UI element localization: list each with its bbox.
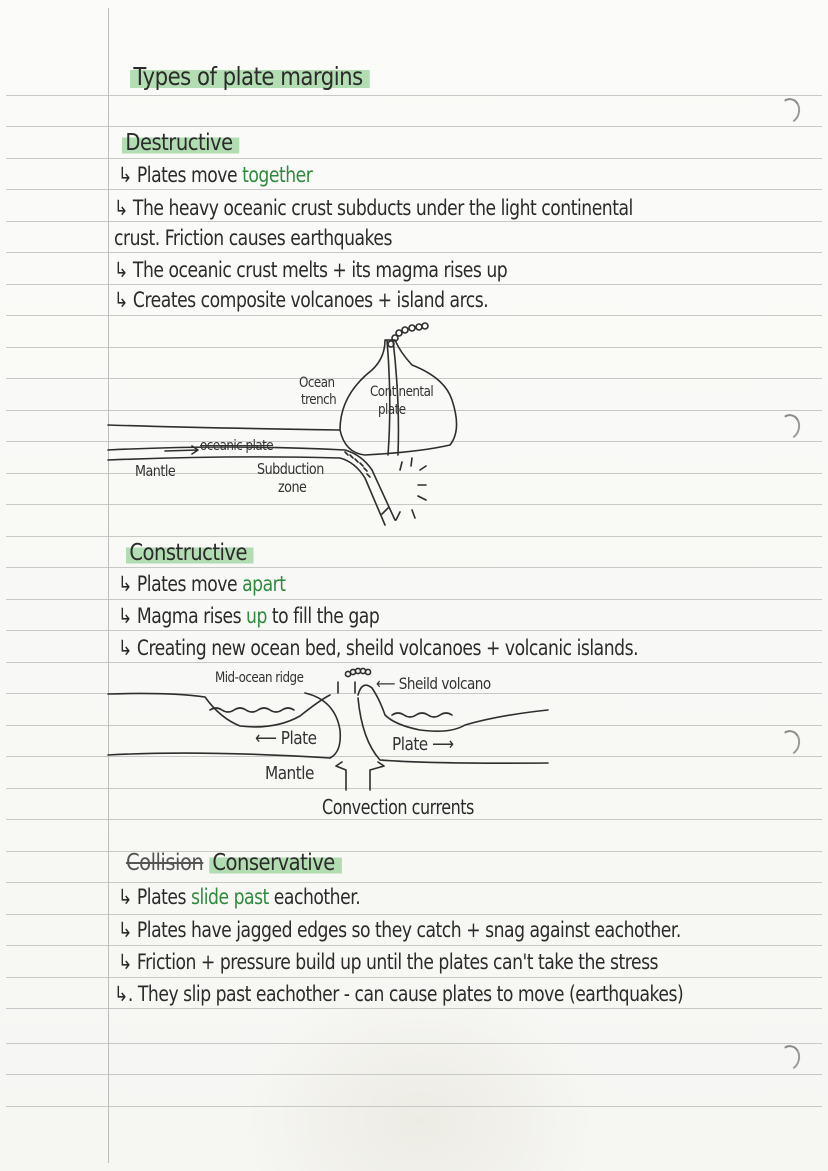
destructive-bullet-2: ↳ The heavy oceanic crust subducts under the light continental: [114, 196, 633, 220]
bullet-text: eachother.: [268, 885, 361, 909]
constructive-heading-text: Constructive: [126, 540, 254, 566]
label-trench: trench: [301, 392, 337, 408]
destructive-heading-text: Destructive: [122, 130, 239, 156]
bullet-text: ↳ Magma rises: [118, 604, 247, 628]
green-emphasis: apart: [242, 572, 286, 596]
green-emphasis: slide past: [190, 885, 269, 909]
crossed-out-word: Collision: [126, 850, 204, 876]
label-subduction: Subduction: [257, 460, 324, 478]
label-plate-left: ⟵ Plate: [255, 728, 317, 749]
label-mid-ocean-ridge: Mid-ocean ridge: [215, 670, 304, 686]
label-convection-currents: Convection currents: [322, 795, 474, 819]
bullet-text: ↳ Plates: [118, 885, 191, 909]
label-plate-right: Plate ⟶: [392, 734, 454, 755]
label-shield-volcano: ⟵ Sheild volcano: [376, 674, 491, 693]
label-mantle-2: Mantle: [265, 763, 314, 784]
constructive-bullet-3: ↳ Creating new ocean bed, sheild volcanoes + volcanic islands.: [118, 636, 639, 660]
destructive-bullet-3: ↳ The oceanic crust melts + its magma rises up: [114, 258, 508, 282]
bullet-text: ↳ Plates move: [118, 572, 243, 596]
conservative-bullet-1: [118, 885, 360, 909]
green-emphasis: together: [242, 163, 313, 187]
bullet-text: ↳ Plates move: [118, 163, 243, 187]
label-plate: plate: [378, 402, 406, 418]
conservative-bullet-3: ↳ Friction + pressure build up until the plates can't take the stress: [118, 950, 659, 974]
label-zone: zone: [278, 478, 307, 496]
label-oceanic-plate: oceanic plate: [200, 438, 274, 454]
destructive-bullet-4: ↳ Creates composite volcanoes + island arcs.: [114, 288, 489, 312]
green-emphasis: up: [246, 604, 267, 628]
label-ocean: Ocean: [299, 375, 335, 391]
conservative-heading-text: Conservative: [209, 850, 342, 876]
bullet-text: to fill the gap: [266, 604, 380, 628]
label-continental: Continental: [370, 384, 434, 400]
conservative-heading: [126, 850, 342, 876]
page-title-text: Types of plate margins: [130, 62, 369, 91]
label-mantle: Mantle: [135, 462, 176, 480]
conservative-bullet-4: ↳. They slip past eachother - can cause plates to move (earthquakes): [114, 982, 684, 1006]
conservative-bullet-2: ↳ Plates have jagged edges so they catch + snag against eachother.: [118, 918, 681, 942]
destructive-bullet-2-cont: crust. Friction causes earthquakes: [114, 226, 393, 250]
